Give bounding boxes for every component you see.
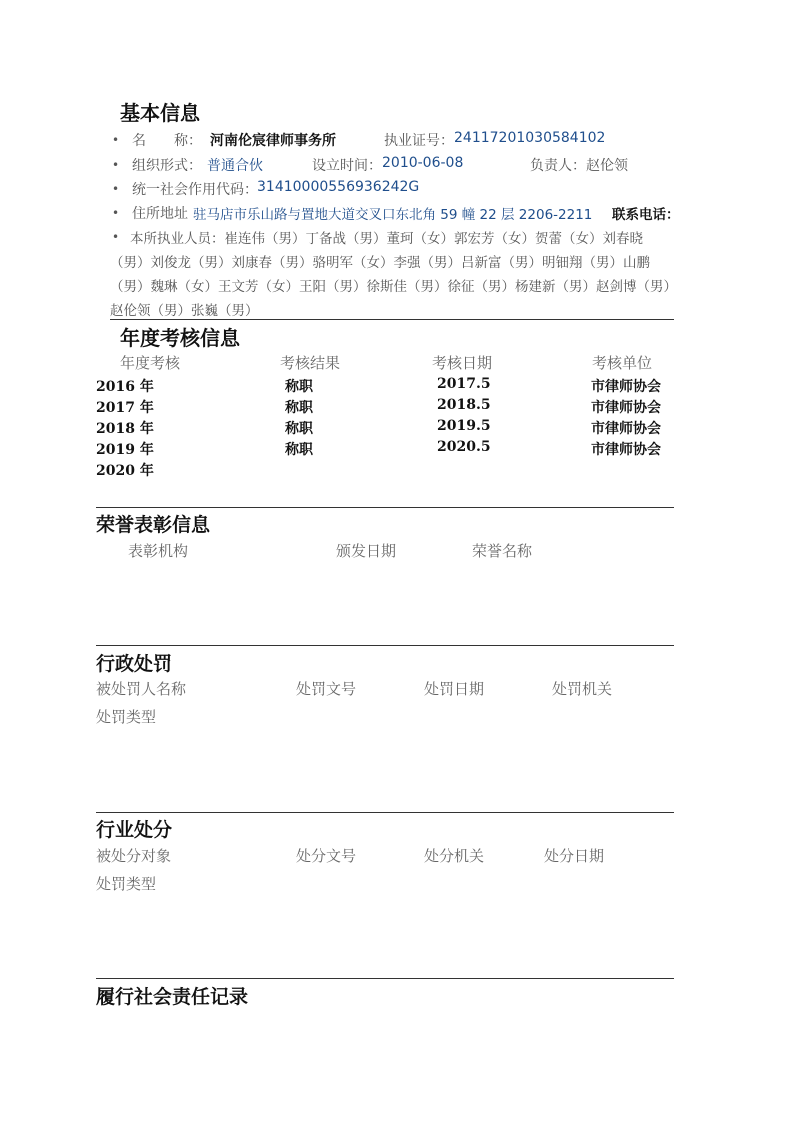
divider <box>110 319 674 320</box>
firm-name: 河南伦宸律师事务所 <box>210 133 336 149</box>
divider <box>96 812 674 813</box>
org-form-value: 普通合伙 <box>207 158 263 174</box>
credit-code-label: 统一社会作用代码： <box>132 182 258 198</box>
admin-header-party: 被处罚人名称 <box>96 680 187 698</box>
annual-header-result: 考核结果 <box>280 354 341 372</box>
bullet-icon: • <box>112 206 120 220</box>
industry-header-docno: 处分文号 <box>296 847 357 865</box>
industry-header-authority: 处分机关 <box>424 847 485 865</box>
address-value: 驻马店市乐山路与置地大道交叉口东北角 59 幢 22 层 2206-2211 <box>193 207 593 223</box>
industry-header-date: 处分日期 <box>544 847 605 865</box>
annual-result: 称职 <box>285 379 313 395</box>
admin-header-docno: 处罚文号 <box>296 680 357 698</box>
annual-year: 2017 年 <box>96 400 154 416</box>
honors-title: 荣誉表彰信息 <box>96 514 211 536</box>
honors-header-name: 荣誉名称 <box>472 542 533 560</box>
annual-date: 2020.5 <box>437 439 491 455</box>
license-number: 24117201030584102 <box>454 130 606 146</box>
annual-date: 2019.5 <box>437 418 491 434</box>
bullet-icon: • <box>112 230 120 244</box>
admin-penalty-title: 行政处罚 <box>96 653 173 675</box>
annual-date: 2017.5 <box>437 376 491 392</box>
address-label: 住所地址 <box>132 206 188 222</box>
annual-unit: 市律师协会 <box>591 379 661 395</box>
industry-header-party: 被处分对象 <box>96 847 172 865</box>
annual-unit: 市律师协会 <box>591 400 661 416</box>
annual-result: 称职 <box>285 442 313 458</box>
head-label: 负责人： <box>530 158 586 174</box>
org-form-label: 组织形式： <box>132 158 202 174</box>
annual-review-title: 年度考核信息 <box>120 326 240 350</box>
admin-header-date: 处罚日期 <box>424 680 485 698</box>
license-label: 执业证号： <box>384 133 454 149</box>
founded-date: 2010-06-08 <box>382 155 464 171</box>
annual-header-date: 考核日期 <box>432 354 493 372</box>
phone-label: 联系电话： <box>612 207 680 223</box>
staff-list <box>110 227 676 323</box>
annual-date: 2018.5 <box>437 397 491 413</box>
honors-header-date: 颁发日期 <box>336 542 397 560</box>
bullet-icon: • <box>112 158 120 172</box>
annual-year: 2018 年 <box>96 421 154 437</box>
bullet-icon: • <box>112 133 120 147</box>
divider <box>96 507 674 508</box>
basic-info-title: 基本信息 <box>120 101 200 125</box>
staff-label: 本所执业人员： <box>130 231 225 247</box>
annual-result: 称职 <box>285 421 313 437</box>
credit-code-value: 31410000556936242G <box>257 179 420 195</box>
name-label: 名 称： <box>132 133 202 149</box>
bullet-icon: • <box>112 182 120 196</box>
staff-names: 崔连伟（男）丁备战（男）董珂（女）郭宏芳（女）贺蕾（女）刘春晓（男）刘俊龙（男）刘康春（男）骆明军（女）李强（男）吕新富（男）明钿翔（男）山鹏（男）魏琳（女）王文芳（女）王阳（男）徐斯佳（男）徐征（男）杨建新（男）赵剑博（男）赵伦领（男）张巍（男） <box>110 231 671 319</box>
founded-label: 设立时间： <box>312 158 382 174</box>
annual-year: 2019 年 <box>96 442 154 458</box>
annual-year: 2020 年 <box>96 463 154 479</box>
industry-header-type: 处罚类型 <box>96 875 157 893</box>
divider <box>96 645 674 646</box>
annual-unit: 市律师协会 <box>591 421 661 437</box>
annual-unit: 市律师协会 <box>591 442 661 458</box>
industry-penalty-title: 行业处分 <box>96 819 173 841</box>
annual-result: 称职 <box>285 400 313 416</box>
admin-header-authority: 处罚机关 <box>552 680 613 698</box>
divider <box>96 978 674 979</box>
annual-header-unit: 考核单位 <box>592 354 653 372</box>
head-name: 赵伦领 <box>586 158 628 174</box>
annual-year: 2016 年 <box>96 379 154 395</box>
admin-header-type: 处罚类型 <box>96 708 157 726</box>
social-responsibility-title: 履行社会责任记录 <box>96 986 249 1008</box>
honors-header-org: 表彰机构 <box>128 542 189 560</box>
annual-header-year: 年度考核 <box>120 354 181 372</box>
